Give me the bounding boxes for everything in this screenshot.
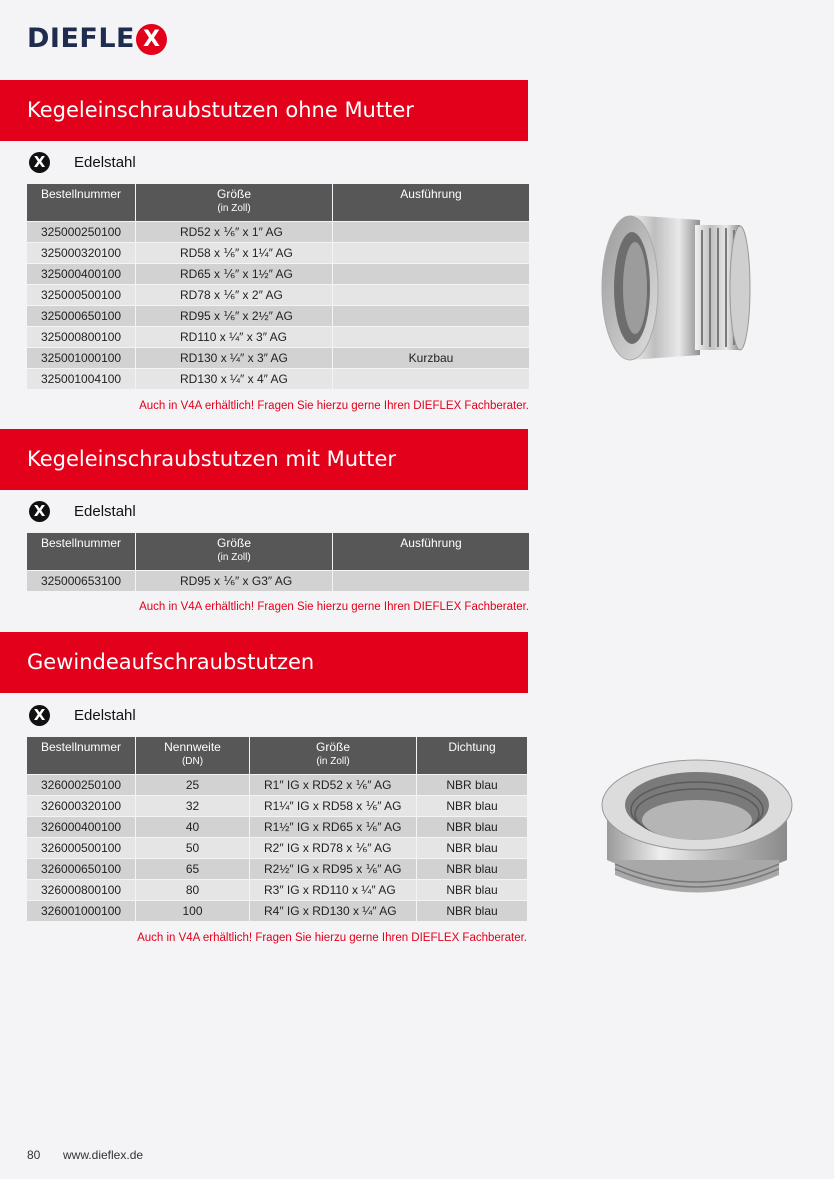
table-row [27, 571, 530, 592]
cell-ausfuehrung [333, 306, 530, 327]
header-groesse: Größe (in Zoll) [136, 533, 333, 571]
table-row [27, 369, 530, 390]
table-row [27, 880, 528, 901]
cell-ausfuehrung [333, 264, 530, 285]
cell-bestellnummer: 325000650100 [27, 306, 136, 327]
cell-bestellnummer: 326000500100 [27, 838, 136, 859]
material-x-icon: X [29, 152, 50, 173]
section-3-note: Auch in V4A erhältlich! Fragen Sie hierzu gerne Ihren DIEFLEX Fachberater. [137, 932, 527, 944]
cell-groesse: RD130 x ¼″ x 4″ AG [136, 369, 333, 390]
cell-groesse: RD52 x ⅙″ x 1″ AG [136, 222, 333, 243]
cell-groesse: RD95 x ⅙″ x 2½″ AG [136, 306, 333, 327]
cell-dichtung: NBR blau [417, 775, 528, 796]
product-image-kegeleinschraubstutzen [590, 200, 770, 380]
cell-nennweite: 65 [136, 859, 250, 880]
section-3-material [29, 705, 136, 726]
header-ausfuehrung: Ausführung [333, 184, 530, 222]
cell-groesse: R1¼″ IG x RD58 x ⅙″ AG [250, 796, 417, 817]
cell-groesse: R2½″ IG x RD95 x ⅙″ AG [250, 859, 417, 880]
cell-bestellnummer: 325000250100 [27, 222, 136, 243]
cell-bestellnummer: 325000800100 [27, 327, 136, 348]
header-groesse: Größe (in Zoll) [136, 184, 333, 222]
section-1-note: Auch in V4A erhältlich! Fragen Sie hierzu gerne Ihren DIEFLEX Fachberater. [139, 400, 529, 412]
logo-x-icon: X [136, 24, 167, 55]
header-dichtung: Dichtung [417, 737, 528, 775]
page-number: 80 [27, 1148, 41, 1162]
table-row [27, 306, 530, 327]
cell-dichtung: NBR blau [417, 859, 528, 880]
cell-groesse: RD110 x ¼″ x 3″ AG [136, 327, 333, 348]
table-row [27, 901, 528, 922]
cell-groesse: R3″ IG x RD110 x ¼″ AG [250, 880, 417, 901]
cell-ausfuehrung [333, 222, 530, 243]
cell-ausfuehrung [333, 571, 530, 592]
cell-bestellnummer: 325001004100 [27, 369, 136, 390]
cell-groesse: R1½″ IG x RD65 x ⅙″ AG [250, 817, 417, 838]
table-row [27, 859, 528, 880]
cell-ausfuehrung [333, 285, 530, 306]
cell-groesse: R2″ IG x RD78 x ⅙″ AG [250, 838, 417, 859]
cell-bestellnummer: 326000400100 [27, 817, 136, 838]
table-row [27, 285, 530, 306]
header-groesse: Größe (in Zoll) [250, 737, 417, 775]
cell-nennweite: 40 [136, 817, 250, 838]
cell-ausfuehrung [333, 369, 530, 390]
table-row [27, 348, 530, 369]
cell-bestellnummer: 326000800100 [27, 880, 136, 901]
cell-bestellnummer: 325000500100 [27, 285, 136, 306]
table-row [27, 775, 528, 796]
header-bestellnummer: Bestellnummer [27, 184, 136, 222]
section-2-material [29, 501, 136, 522]
header-ausfuehrung: Ausführung [333, 533, 530, 571]
cell-bestellnummer: 326001000100 [27, 901, 136, 922]
cell-bestellnummer: 325001000100 [27, 348, 136, 369]
material-label: Edelstahl [74, 503, 136, 520]
cell-groesse: R4″ IG x RD130 x ¼″ AG [250, 901, 417, 922]
cell-bestellnummer: 326000650100 [27, 859, 136, 880]
product-image-gewindeaufschraubstutzen [585, 750, 810, 905]
table-row [27, 796, 528, 817]
section-2-title: Kegeleinschraubstutzen mit Mutter [0, 429, 528, 490]
cell-bestellnummer: 326000250100 [27, 775, 136, 796]
table-row [27, 327, 530, 348]
cell-nennweite: 100 [136, 901, 250, 922]
section-1-title: Kegeleinschraubstutzen ohne Mutter [0, 80, 528, 141]
table-ohne-mutter [26, 183, 530, 390]
cell-bestellnummer: 326000320100 [27, 796, 136, 817]
cell-groesse: RD130 x ¼″ x 3″ AG [136, 348, 333, 369]
logo-wordmark: DIEFLE [27, 23, 135, 54]
table-row [27, 264, 530, 285]
cell-ausfuehrung: Kurzbau [333, 348, 530, 369]
cell-bestellnummer: 325000320100 [27, 243, 136, 264]
cell-dichtung: NBR blau [417, 817, 528, 838]
cell-bestellnummer: 325000653100 [27, 571, 136, 592]
header-bestellnummer: Bestellnummer [27, 533, 136, 571]
table-mit-mutter [26, 532, 530, 592]
table-row [27, 817, 528, 838]
dieflex-logo [27, 22, 167, 56]
cell-nennweite: 25 [136, 775, 250, 796]
header-nennweite: Nennweite (DN) [136, 737, 250, 775]
cell-nennweite: 50 [136, 838, 250, 859]
header-bestellnummer: Bestellnummer [27, 737, 136, 775]
table-row [27, 222, 530, 243]
cell-dichtung: NBR blau [417, 880, 528, 901]
material-x-icon: X [29, 501, 50, 522]
cell-dichtung: NBR blau [417, 838, 528, 859]
cell-dichtung: NBR blau [417, 796, 528, 817]
material-label: Edelstahl [74, 707, 136, 724]
cell-groesse: RD58 x ⅙″ x 1¼″ AG [136, 243, 333, 264]
cell-nennweite: 80 [136, 880, 250, 901]
cell-dichtung: NBR blau [417, 901, 528, 922]
cell-bestellnummer: 325000400100 [27, 264, 136, 285]
table-row [27, 243, 530, 264]
cell-ausfuehrung [333, 327, 530, 348]
section-2-note: Auch in V4A erhältlich! Fragen Sie hierzu gerne Ihren DIEFLEX Fachberater. [139, 601, 529, 613]
table-gewindeaufschraubstutzen [26, 736, 528, 922]
cell-nennweite: 32 [136, 796, 250, 817]
cell-groesse: RD95 x ⅙″ x G3″ AG [136, 571, 333, 592]
table-row [27, 838, 528, 859]
cell-groesse: R1″ IG x RD52 x ⅙″ AG [250, 775, 417, 796]
material-label: Edelstahl [74, 154, 136, 171]
section-1-material [29, 152, 136, 173]
footer-website-link[interactable]: www.dieflex.de [63, 1148, 144, 1162]
cell-groesse: RD65 x ⅙″ x 1½″ AG [136, 264, 333, 285]
cell-groesse: RD78 x ⅙″ x 2″ AG [136, 285, 333, 306]
material-x-icon: X [29, 705, 50, 726]
section-3-title: Gewindeaufschraubstutzen [0, 632, 528, 693]
cell-ausfuehrung [333, 243, 530, 264]
